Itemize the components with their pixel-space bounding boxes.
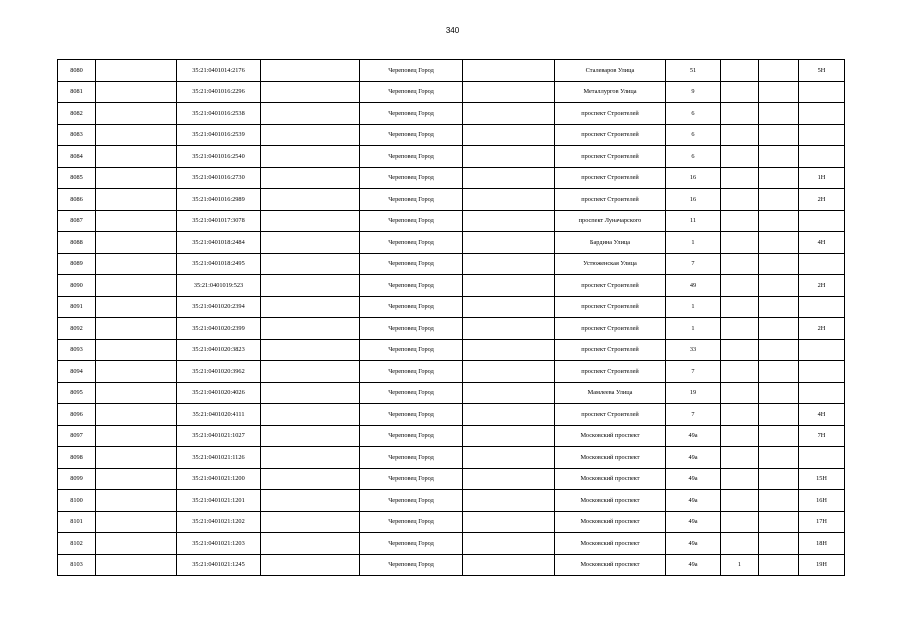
city-cell: Череповец Город <box>360 533 463 555</box>
premise-cell <box>799 210 845 232</box>
row-number-cell: 8097 <box>58 425 96 447</box>
empty-cell <box>463 554 555 576</box>
empty-cell <box>261 146 360 168</box>
empty-cell <box>463 232 555 254</box>
city-cell: Череповец Город <box>360 253 463 275</box>
table-row <box>58 404 845 426</box>
empty-cell <box>463 511 555 533</box>
flat-cell <box>759 210 799 232</box>
premise-cell <box>799 339 845 361</box>
premise-cell: 1Н <box>799 167 845 189</box>
flat-cell <box>759 296 799 318</box>
empty-cell <box>261 124 360 146</box>
flat-cell <box>759 490 799 512</box>
city-cell: Череповец Город <box>360 404 463 426</box>
flat-cell <box>759 511 799 533</box>
flat-cell <box>759 253 799 275</box>
premise-cell <box>799 382 845 404</box>
empty-cell <box>463 275 555 297</box>
house-number-cell: 19 <box>666 382 721 404</box>
empty-cell <box>261 554 360 576</box>
premise-cell: 4Н <box>799 232 845 254</box>
table-row <box>58 554 845 576</box>
empty-cell <box>261 511 360 533</box>
table-row <box>58 296 845 318</box>
row-number-cell: 8103 <box>58 554 96 576</box>
row-number-cell: 8093 <box>58 339 96 361</box>
street-cell: Московский проспект <box>555 468 666 490</box>
street-cell: проспект Строителей <box>555 146 666 168</box>
premise-cell: 17Н <box>799 511 845 533</box>
house-number-cell: 1 <box>666 232 721 254</box>
table-row <box>58 124 845 146</box>
table-row <box>58 533 845 555</box>
street-cell: Металлургов Улица <box>555 81 666 103</box>
street-cell: Мамлеева Улица <box>555 382 666 404</box>
table-row <box>58 60 845 82</box>
empty-cell <box>463 318 555 340</box>
flat-cell <box>759 554 799 576</box>
row-number-cell: 8100 <box>58 490 96 512</box>
empty-cell <box>261 533 360 555</box>
house-number-cell: 51 <box>666 60 721 82</box>
premise-cell <box>799 447 845 469</box>
empty-cell <box>261 210 360 232</box>
empty-cell <box>261 189 360 211</box>
building-cell: 1 <box>721 554 759 576</box>
house-number-cell: 1 <box>666 318 721 340</box>
empty-cell <box>96 253 177 275</box>
empty-cell <box>463 296 555 318</box>
empty-cell <box>463 103 555 125</box>
empty-cell <box>96 60 177 82</box>
premise-cell: 16Н <box>799 490 845 512</box>
empty-cell <box>463 404 555 426</box>
flat-cell <box>759 382 799 404</box>
street-cell: Московский проспект <box>555 511 666 533</box>
flat-cell <box>759 533 799 555</box>
empty-cell <box>463 468 555 490</box>
cadastral-number-cell: 35:21:0401020:4111 <box>177 404 261 426</box>
flat-cell <box>759 167 799 189</box>
building-cell <box>721 533 759 555</box>
building-cell <box>721 339 759 361</box>
street-cell: Московский проспект <box>555 425 666 447</box>
city-cell: Череповец Город <box>360 81 463 103</box>
empty-cell <box>261 253 360 275</box>
row-number-cell: 8099 <box>58 468 96 490</box>
building-cell <box>721 468 759 490</box>
cadastral-number-cell: 35:21:0401020:3962 <box>177 361 261 383</box>
house-number-cell: 16 <box>666 189 721 211</box>
empty-cell <box>463 210 555 232</box>
building-cell <box>721 296 759 318</box>
flat-cell <box>759 339 799 361</box>
row-number-cell: 8089 <box>58 253 96 275</box>
house-number-cell: 33 <box>666 339 721 361</box>
empty-cell <box>463 533 555 555</box>
house-number-cell: 6 <box>666 146 721 168</box>
cadastral-number-cell: 35:21:0401016:2538 <box>177 103 261 125</box>
row-number-cell: 8094 <box>58 361 96 383</box>
row-number-cell: 8102 <box>58 533 96 555</box>
city-cell: Череповец Город <box>360 318 463 340</box>
house-number-cell: 49а <box>666 554 721 576</box>
street-cell: проспект Строителей <box>555 103 666 125</box>
house-number-cell: 1 <box>666 296 721 318</box>
row-number-cell: 8086 <box>58 189 96 211</box>
table-row <box>58 210 845 232</box>
city-cell: Череповец Город <box>360 167 463 189</box>
street-cell: Московский проспект <box>555 490 666 512</box>
cadastral-number-cell: 35:21:0401021:1027 <box>177 425 261 447</box>
building-cell <box>721 361 759 383</box>
cadastral-number-cell: 35:21:0401019:523 <box>177 275 261 297</box>
premise-cell: 19Н <box>799 554 845 576</box>
empty-cell <box>96 554 177 576</box>
empty-cell <box>96 468 177 490</box>
empty-cell <box>261 382 360 404</box>
cadastral-number-cell: 35:21:0401020:3823 <box>177 339 261 361</box>
empty-cell <box>463 490 555 512</box>
cadastral-number-cell: 35:21:0401020:2394 <box>177 296 261 318</box>
premise-cell: 5Н <box>799 60 845 82</box>
house-number-cell: 11 <box>666 210 721 232</box>
building-cell <box>721 511 759 533</box>
empty-cell <box>261 60 360 82</box>
table-row <box>58 146 845 168</box>
building-cell <box>721 425 759 447</box>
empty-cell <box>96 511 177 533</box>
table-row <box>58 167 845 189</box>
cadastral-number-cell: 35:21:0401020:2399 <box>177 318 261 340</box>
row-number-cell: 8085 <box>58 167 96 189</box>
city-cell: Череповец Город <box>360 103 463 125</box>
premise-cell <box>799 296 845 318</box>
street-cell: проспект Строителей <box>555 275 666 297</box>
premise-cell <box>799 124 845 146</box>
empty-cell <box>261 103 360 125</box>
flat-cell <box>759 404 799 426</box>
building-cell <box>721 189 759 211</box>
building-cell <box>721 382 759 404</box>
building-cell <box>721 318 759 340</box>
cadastral-number-cell: 35:21:0401016:2730 <box>177 167 261 189</box>
row-number-cell: 8092 <box>58 318 96 340</box>
building-cell <box>721 232 759 254</box>
empty-cell <box>261 447 360 469</box>
street-cell: проспект Строителей <box>555 361 666 383</box>
flat-cell <box>759 124 799 146</box>
house-number-cell: 6 <box>666 103 721 125</box>
flat-cell <box>759 468 799 490</box>
flat-cell <box>759 189 799 211</box>
street-cell: Устюженская Улица <box>555 253 666 275</box>
row-number-cell: 8082 <box>58 103 96 125</box>
empty-cell <box>96 318 177 340</box>
row-number-cell: 8101 <box>58 511 96 533</box>
table-row <box>58 490 845 512</box>
table-row <box>58 425 845 447</box>
table-row <box>58 253 845 275</box>
empty-cell <box>96 124 177 146</box>
empty-cell <box>96 146 177 168</box>
empty-cell <box>96 232 177 254</box>
table-row <box>58 339 845 361</box>
city-cell: Череповец Город <box>360 468 463 490</box>
house-number-cell: 49а <box>666 447 721 469</box>
building-cell <box>721 210 759 232</box>
city-cell: Череповец Город <box>360 296 463 318</box>
house-number-cell: 7 <box>666 361 721 383</box>
cadastral-number-cell: 35:21:0401020:4026 <box>177 382 261 404</box>
empty-cell <box>463 253 555 275</box>
cadastral-number-cell: 35:21:0401021:1201 <box>177 490 261 512</box>
city-cell: Череповец Город <box>360 511 463 533</box>
house-number-cell: 49а <box>666 468 721 490</box>
premise-cell: 4Н <box>799 404 845 426</box>
premise-cell: 15Н <box>799 468 845 490</box>
premise-cell <box>799 81 845 103</box>
row-number-cell: 8080 <box>58 60 96 82</box>
table-row <box>58 468 845 490</box>
row-number-cell: 8084 <box>58 146 96 168</box>
street-cell: проспект Строителей <box>555 404 666 426</box>
city-cell: Череповец Город <box>360 361 463 383</box>
empty-cell <box>261 425 360 447</box>
empty-cell <box>96 533 177 555</box>
house-number-cell: 7 <box>666 253 721 275</box>
building-cell <box>721 124 759 146</box>
cadastral-number-cell: 35:21:0401021:1202 <box>177 511 261 533</box>
table-row <box>58 189 845 211</box>
city-cell: Череповец Город <box>360 60 463 82</box>
empty-cell <box>96 490 177 512</box>
house-number-cell: 6 <box>666 124 721 146</box>
street-cell: проспект Строителей <box>555 339 666 361</box>
street-cell: Московский проспект <box>555 533 666 555</box>
row-number-cell: 8083 <box>58 124 96 146</box>
premise-cell: 2Н <box>799 318 845 340</box>
city-cell: Череповец Город <box>360 447 463 469</box>
street-cell: Бардина Улица <box>555 232 666 254</box>
cadastral-number-cell: 35:21:0401021:1126 <box>177 447 261 469</box>
city-cell: Череповец Город <box>360 146 463 168</box>
row-number-cell: 8087 <box>58 210 96 232</box>
flat-cell <box>759 232 799 254</box>
premise-cell: 18Н <box>799 533 845 555</box>
flat-cell <box>759 103 799 125</box>
cadastral-number-cell: 35:21:0401014:2176 <box>177 60 261 82</box>
empty-cell <box>96 382 177 404</box>
street-cell: проспект Строителей <box>555 318 666 340</box>
empty-cell <box>96 210 177 232</box>
table-row <box>58 447 845 469</box>
flat-cell <box>759 146 799 168</box>
empty-cell <box>96 189 177 211</box>
cadastral-number-cell: 35:21:0401018:2495 <box>177 253 261 275</box>
empty-cell <box>463 146 555 168</box>
cadastral-number-cell: 35:21:0401021:1245 <box>177 554 261 576</box>
empty-cell <box>96 167 177 189</box>
empty-cell <box>96 425 177 447</box>
cadastral-number-cell: 35:21:0401016:2296 <box>177 81 261 103</box>
empty-cell <box>96 81 177 103</box>
empty-cell <box>463 81 555 103</box>
table-row <box>58 511 845 533</box>
registry-rows <box>58 60 845 576</box>
row-number-cell: 8098 <box>58 447 96 469</box>
table-row <box>58 318 845 340</box>
empty-cell <box>261 404 360 426</box>
building-cell <box>721 253 759 275</box>
house-number-cell: 16 <box>666 167 721 189</box>
row-number-cell: 8091 <box>58 296 96 318</box>
empty-cell <box>96 404 177 426</box>
city-cell: Череповец Город <box>360 210 463 232</box>
cadastral-number-cell: 35:21:0401016:2540 <box>177 146 261 168</box>
cadastral-number-cell: 35:21:0401018:2484 <box>177 232 261 254</box>
row-number-cell: 8081 <box>58 81 96 103</box>
table-row <box>58 382 845 404</box>
cadastral-number-cell: 35:21:0401021:1203 <box>177 533 261 555</box>
house-number-cell: 49а <box>666 533 721 555</box>
empty-cell <box>463 167 555 189</box>
house-number-cell: 49а <box>666 490 721 512</box>
cadastral-number-cell: 35:21:0401016:2539 <box>177 124 261 146</box>
building-cell <box>721 447 759 469</box>
city-cell: Череповец Город <box>360 490 463 512</box>
empty-cell <box>96 339 177 361</box>
empty-cell <box>463 339 555 361</box>
empty-cell <box>261 490 360 512</box>
building-cell <box>721 60 759 82</box>
empty-cell <box>261 232 360 254</box>
premise-cell: 2Н <box>799 189 845 211</box>
premise-cell <box>799 253 845 275</box>
city-cell: Череповец Город <box>360 275 463 297</box>
flat-cell <box>759 447 799 469</box>
building-cell <box>721 81 759 103</box>
house-number-cell: 9 <box>666 81 721 103</box>
city-cell: Череповец Город <box>360 189 463 211</box>
empty-cell <box>261 275 360 297</box>
empty-cell <box>463 447 555 469</box>
street-cell: проспект Строителей <box>555 296 666 318</box>
street-cell: Московский проспект <box>555 554 666 576</box>
building-cell <box>721 167 759 189</box>
street-cell: проспект Строителей <box>555 167 666 189</box>
empty-cell <box>463 382 555 404</box>
row-number-cell: 8090 <box>58 275 96 297</box>
row-number-cell: 8096 <box>58 404 96 426</box>
empty-cell <box>261 339 360 361</box>
empty-cell <box>96 361 177 383</box>
empty-cell <box>96 296 177 318</box>
table-row <box>58 81 845 103</box>
city-cell: Череповец Город <box>360 232 463 254</box>
empty-cell <box>463 425 555 447</box>
flat-cell <box>759 361 799 383</box>
street-cell: проспект Строителей <box>555 124 666 146</box>
empty-cell <box>96 275 177 297</box>
empty-cell <box>261 81 360 103</box>
city-cell: Череповец Город <box>360 425 463 447</box>
premise-cell: 7Н <box>799 425 845 447</box>
flat-cell <box>759 81 799 103</box>
empty-cell <box>463 189 555 211</box>
house-number-cell: 49а <box>666 511 721 533</box>
page-number: 340 <box>445 26 460 35</box>
premise-cell <box>799 103 845 125</box>
empty-cell <box>261 318 360 340</box>
building-cell <box>721 103 759 125</box>
flat-cell <box>759 425 799 447</box>
empty-cell <box>96 103 177 125</box>
empty-cell <box>261 167 360 189</box>
premise-cell <box>799 361 845 383</box>
street-cell: Московский проспект <box>555 447 666 469</box>
row-number-cell: 8088 <box>58 232 96 254</box>
city-cell: Череповец Город <box>360 339 463 361</box>
house-number-cell: 49а <box>666 425 721 447</box>
table-row <box>58 361 845 383</box>
building-cell <box>721 275 759 297</box>
empty-cell <box>261 468 360 490</box>
city-cell: Череповец Город <box>360 124 463 146</box>
table-row <box>58 103 845 125</box>
empty-cell <box>463 361 555 383</box>
flat-cell <box>759 275 799 297</box>
city-cell: Череповец Город <box>360 382 463 404</box>
flat-cell <box>759 318 799 340</box>
street-cell: проспект Строителей <box>555 189 666 211</box>
empty-cell <box>261 361 360 383</box>
house-number-cell: 49 <box>666 275 721 297</box>
table-row <box>58 232 845 254</box>
table-row <box>58 275 845 297</box>
premise-cell: 2Н <box>799 275 845 297</box>
building-cell <box>721 490 759 512</box>
empty-cell <box>96 447 177 469</box>
flat-cell <box>759 60 799 82</box>
building-cell <box>721 146 759 168</box>
empty-cell <box>463 60 555 82</box>
city-cell: Череповец Город <box>360 554 463 576</box>
house-number-cell: 7 <box>666 404 721 426</box>
empty-cell <box>261 296 360 318</box>
cadastral-number-cell: 35:21:0401021:1200 <box>177 468 261 490</box>
premise-cell <box>799 146 845 168</box>
cadastral-number-cell: 35:21:0401016:2989 <box>177 189 261 211</box>
cadastral-number-cell: 35:21:0401017:3078 <box>177 210 261 232</box>
street-cell: проспект Луначарского <box>555 210 666 232</box>
street-cell: Сталеваров Улица <box>555 60 666 82</box>
row-number-cell: 8095 <box>58 382 96 404</box>
registry-table <box>57 59 845 576</box>
building-cell <box>721 404 759 426</box>
empty-cell <box>463 124 555 146</box>
